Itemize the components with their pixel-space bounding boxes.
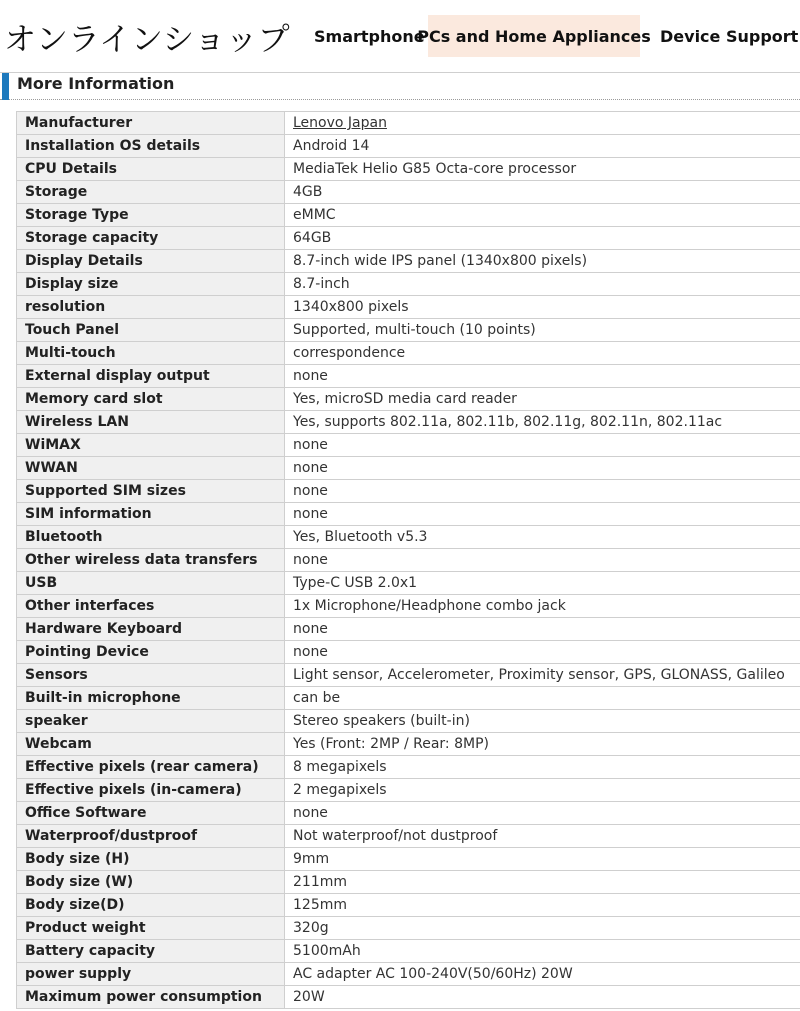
spec-row	[17, 342, 800, 365]
spec-row	[17, 687, 800, 710]
spec-label: Display size	[17, 273, 285, 296]
spec-value: 8 megapixels	[285, 756, 800, 779]
spec-row	[17, 503, 800, 526]
spec-label: Supported SIM sizes	[17, 480, 285, 503]
spec-value: Android 14	[285, 135, 800, 158]
spec-row	[17, 963, 800, 986]
manufacturer-link[interactable]: Lenovo Japan	[293, 115, 387, 131]
spec-label: Body size (W)	[17, 871, 285, 894]
spec-table-body	[17, 112, 800, 1009]
spec-row	[17, 457, 800, 480]
spec-row	[17, 250, 800, 273]
spec-row	[17, 664, 800, 687]
spec-label: Storage capacity	[17, 227, 285, 250]
spec-label: Hardware Keyboard	[17, 618, 285, 641]
spec-row	[17, 549, 800, 572]
spec-value: Yes, microSD media card reader	[285, 388, 800, 411]
spec-value: 64GB	[285, 227, 800, 250]
spec-row	[17, 158, 800, 181]
spec-label: power supply	[17, 963, 285, 986]
spec-label: Pointing Device	[17, 641, 285, 664]
spec-label: Installation OS details	[17, 135, 285, 158]
spec-row	[17, 848, 800, 871]
spec-label: Battery capacity	[17, 940, 285, 963]
spec-label: USB	[17, 572, 285, 595]
spec-row	[17, 871, 800, 894]
spec-row	[17, 756, 800, 779]
section-title: More Information	[17, 74, 175, 93]
spec-row	[17, 112, 800, 135]
spec-label: Body size(D)	[17, 894, 285, 917]
spec-row	[17, 917, 800, 940]
spec-label: Other wireless data transfers	[17, 549, 285, 572]
spec-value: Type-C USB 2.0x1	[285, 572, 800, 595]
spec-label: Display Details	[17, 250, 285, 273]
spec-label: Wireless LAN	[17, 411, 285, 434]
spec-value: Stereo speakers (built-in)	[285, 710, 800, 733]
spec-row	[17, 894, 800, 917]
spec-value: 1x Microphone/Headphone combo jack	[285, 595, 800, 618]
spec-row	[17, 940, 800, 963]
spec-label: Office Software	[17, 802, 285, 825]
spec-value: 9mm	[285, 848, 800, 871]
spec-value: none	[285, 503, 800, 526]
spec-label: Storage	[17, 181, 285, 204]
spec-row	[17, 296, 800, 319]
spec-row	[17, 825, 800, 848]
nav-item-device-support[interactable]: Device Support	[660, 26, 799, 46]
spec-label: Manufacturer	[17, 112, 285, 135]
spec-value: none	[285, 365, 800, 388]
spec-label: WiMAX	[17, 434, 285, 457]
shop-logo-text[interactable]: オンラインショップ	[4, 20, 290, 58]
spec-row	[17, 227, 800, 250]
spec-label: Touch Panel	[17, 319, 285, 342]
spec-row	[17, 365, 800, 388]
spec-label: Maximum power consumption	[17, 986, 285, 1009]
section-accent-bar	[2, 73, 9, 100]
spec-value: none	[285, 618, 800, 641]
spec-value: 20W	[285, 986, 800, 1009]
spec-label: resolution	[17, 296, 285, 319]
spec-value: none	[285, 549, 800, 572]
spec-row	[17, 480, 800, 503]
spec-label: speaker	[17, 710, 285, 733]
spec-label: External display output	[17, 365, 285, 388]
spec-row	[17, 779, 800, 802]
spec-row	[17, 572, 800, 595]
site-header	[0, 0, 800, 72]
spec-value: Light sensor, Accelerometer, Proximity sensor, GPS, GLONASS, Galileo	[285, 664, 800, 687]
spec-label: Product weight	[17, 917, 285, 940]
spec-row	[17, 181, 800, 204]
spec-row	[17, 802, 800, 825]
nav-item-smartphone[interactable]: Smartphone	[314, 26, 425, 46]
spec-value: 4GB	[285, 181, 800, 204]
spec-label: Other interfaces	[17, 595, 285, 618]
spec-row	[17, 618, 800, 641]
section-heading	[0, 72, 800, 100]
spec-label: WWAN	[17, 457, 285, 480]
spec-value: 2 megapixels	[285, 779, 800, 802]
spec-row	[17, 411, 800, 434]
spec-row	[17, 641, 800, 664]
nav-item-pcs-and-home-appliances[interactable]: PCs and Home Appliances	[428, 15, 640, 57]
spec-value: 1340x800 pixels	[285, 296, 800, 319]
spec-label: Built-in microphone	[17, 687, 285, 710]
spec-row	[17, 434, 800, 457]
spec-label: Storage Type	[17, 204, 285, 227]
spec-value	[285, 112, 800, 135]
spec-table	[16, 111, 800, 1009]
spec-value: 125mm	[285, 894, 800, 917]
spec-value: eMMC	[285, 204, 800, 227]
spec-value: can be	[285, 687, 800, 710]
spec-value: Yes, supports 802.11a, 802.11b, 802.11g, 802.11n, 802.11ac	[285, 411, 800, 434]
spec-value: AC adapter AC 100-240V(50/60Hz) 20W	[285, 963, 800, 986]
spec-row	[17, 710, 800, 733]
spec-row	[17, 388, 800, 411]
spec-label: Bluetooth	[17, 526, 285, 549]
spec-value: 8.7-inch	[285, 273, 800, 296]
spec-label: Effective pixels (in-camera)	[17, 779, 285, 802]
spec-row	[17, 204, 800, 227]
spec-value: 8.7-inch wide IPS panel (1340x800 pixels)	[285, 250, 800, 273]
spec-value: none	[285, 802, 800, 825]
spec-value: Yes, Bluetooth v5.3	[285, 526, 800, 549]
spec-row	[17, 526, 800, 549]
spec-row	[17, 319, 800, 342]
spec-row	[17, 595, 800, 618]
spec-row	[17, 986, 800, 1009]
spec-value: 211mm	[285, 871, 800, 894]
spec-row	[17, 733, 800, 756]
spec-value: Yes (Front: 2MP / Rear: 8MP)	[285, 733, 800, 756]
spec-label: SIM information	[17, 503, 285, 526]
spec-label: Multi-touch	[17, 342, 285, 365]
spec-row	[17, 273, 800, 296]
spec-value: Not waterproof/not dustproof	[285, 825, 800, 848]
spec-value: none	[285, 457, 800, 480]
spec-value: 320g	[285, 917, 800, 940]
spec-value: none	[285, 434, 800, 457]
spec-row	[17, 135, 800, 158]
spec-label: Sensors	[17, 664, 285, 687]
spec-value: 5100mAh	[285, 940, 800, 963]
spec-value: none	[285, 641, 800, 664]
spec-label: CPU Details	[17, 158, 285, 181]
spec-value: none	[285, 480, 800, 503]
spec-value: Supported, multi-touch (10 points)	[285, 319, 800, 342]
spec-value: correspondence	[285, 342, 800, 365]
spec-label: Waterproof/dustproof	[17, 825, 285, 848]
spec-label: Memory card slot	[17, 388, 285, 411]
spec-value: MediaTek Helio G85 Octa-core processor	[285, 158, 800, 181]
spec-label: Webcam	[17, 733, 285, 756]
spec-label: Body size (H)	[17, 848, 285, 871]
spec-label: Effective pixels (rear camera)	[17, 756, 285, 779]
